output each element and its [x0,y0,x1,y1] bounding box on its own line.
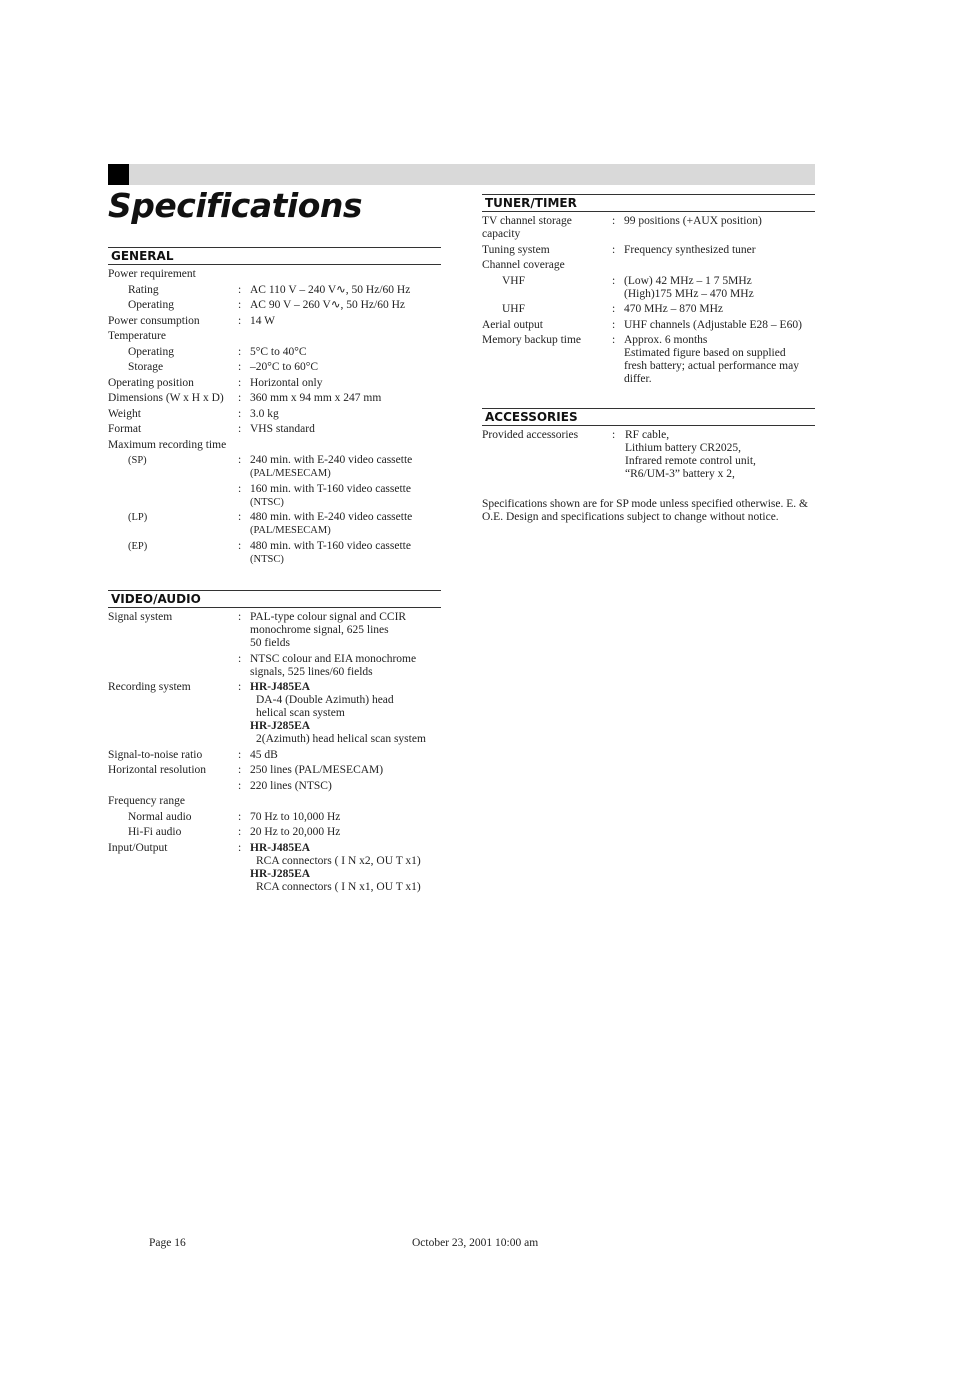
spec-value-line: 250 lines (PAL/MESECAM) [250,764,384,776]
spec-colon: : [612,334,616,346]
spec-colon: : [238,345,242,358]
spec-label: TV channel storage capacity [482,215,572,240]
spec-colon: : [238,376,242,389]
spec-value-line: 160 min. with T-160 video cassette [250,482,411,495]
spec-label: UHF [502,303,526,315]
spec-colon: : [612,274,616,287]
spec-row [482,303,815,319]
spec-label: Storage [128,361,164,373]
spec-label: Horizontal resolution [108,764,207,776]
spec-value-line: HR-J485EA [250,841,311,854]
spec-value-line: signals, 525 lines/60 fields [250,665,373,678]
spec-row [108,653,441,682]
spec-value [250,826,340,839]
spec-value-line: Frequency synthesized tuner [624,243,756,256]
spec-row [482,275,815,304]
spec-label: Provided accessories [482,429,579,441]
spec-colon: : [238,841,242,854]
spec-label: Channel coverage [482,259,565,271]
spec-value [250,392,381,405]
spec-value-line: HR-J285EA [250,867,311,880]
spec-value [625,429,756,481]
spec-row [482,244,815,260]
spec-value-line: 240 min. with E-240 video cassette [250,454,413,466]
spec-colon: : [238,748,242,761]
section-header-tuner-timer: TUNER/TIMER [482,194,815,212]
spec-value [624,334,799,386]
section-accessories [482,408,815,484]
spec-label: Frequency range [108,795,185,807]
spec-value-line: 480 min. with E-240 video cassette [250,511,413,523]
spec-value-line: 14 W [250,314,276,327]
spec-label: Temperature [108,330,166,342]
spec-row [108,540,441,569]
spec-label: Power requirement [108,268,196,280]
spec-value-line: RCA connectors ( I N x2, OU T x1) [256,854,421,867]
spec-row [108,511,441,540]
footer-timestamp: October 23, 2001 10:00 am [412,1237,539,1249]
spec-value [250,811,340,824]
spec-value [250,423,315,436]
spec-value-line: (High)175 MHz – 470 MHz [624,287,754,300]
spec-row [108,681,441,749]
spec-row [108,346,441,362]
spec-row [108,780,441,796]
page-title: Specifications [108,186,363,225]
spec-row [108,408,441,424]
spec-value-line: AC 110 V – 240 V∿, 50 Hz/60 Hz [250,283,411,296]
section-header-video-audio: VIDEO/AUDIO [108,590,441,608]
spec-value-line: 50 fields [250,637,290,649]
spec-value-line: helical scan system [256,707,345,719]
spec-value [250,540,411,566]
spec-value [624,303,723,316]
spec-value-line: RF cable, [625,429,670,441]
spec-colon: : [238,482,242,495]
spec-value-line: 3.0 kg [250,407,279,420]
spec-colon: : [238,423,242,435]
spec-colon: : [238,454,242,466]
spec-label: Dimensions (W x H x D) [108,392,224,404]
spec-colon: : [612,243,616,256]
spec-row [482,215,815,244]
spec-label: VHF [502,274,526,287]
spec-value-line: DA-4 (Double Azimuth) head [256,694,394,706]
spec-colon: : [612,215,616,227]
spec-value [250,284,410,297]
spec-value [250,842,421,894]
spec-label: Aerial output [482,318,543,331]
section-general [108,247,441,568]
spec-value [624,275,754,301]
spec-value-line: 360 mm x 94 mm x 247 mm [250,392,382,404]
spec-value-line: PAL-type colour signal and CCIR [250,611,407,623]
spec-label: Weight [108,407,141,420]
spec-value [250,764,383,777]
spec-value-line: (PAL/MESECAM) [250,525,331,536]
spec-label: (LP) [128,512,148,523]
spec-value-line: 470 MHz – 870 MHz [624,303,724,315]
spec-label: Recording system [108,681,191,693]
spec-value-line: 70 Hz to 10,000 Hz [250,810,341,823]
spec-row [108,377,441,393]
spec-value-line: (NTSC) [250,553,284,565]
spec-value-line: 220 lines (NTSC) [250,779,332,792]
spec-value-line: (Low) 42 MHz – 1 7 5MHz [624,274,752,287]
spec-colon: : [612,303,616,315]
spec-row [108,749,441,765]
spec-label: Rating [128,283,159,296]
spec-label: Operating [128,345,174,358]
spec-colon: : [238,652,242,665]
spec-row [108,268,441,284]
spec-value-line: monochrome signal, 625 lines [250,624,389,636]
spec-colon: : [612,318,616,331]
spec-value-line: Lithium battery CR2025, [625,442,741,454]
spec-row [108,330,441,346]
spec-label: (SP) [128,455,147,466]
spec-label: Signal system [108,611,173,623]
spec-colon: : [238,361,242,373]
spec-label: Maximum recording time [108,438,227,451]
spec-value-line: (NTSC) [250,496,284,508]
spec-colon: : [238,681,242,693]
spec-colon: : [238,779,242,792]
spec-value-line: –20°C to 60°C [250,361,318,373]
spec-value-line: “R6/UM-3” battery x 2, [625,468,735,480]
spec-value-line: Estimated figure based on supplied [624,347,786,359]
spec-colon: : [238,539,242,552]
spec-row [108,392,441,408]
spec-value-line: fresh battery; actual performance may [624,360,799,372]
spec-label: Format [108,423,142,435]
spec-value [250,346,306,359]
spec-colon: : [238,299,242,311]
spec-label: Normal audio [128,810,192,823]
spec-value-line: Infrared remote control unit, [625,455,756,467]
spec-row [108,611,441,653]
section-tuner-timer [482,194,815,389]
spec-value-line: Approx. 6 months [624,334,708,346]
spec-colon: : [612,429,616,441]
spec-label: (EP) [128,540,148,552]
spec-value-line: Horizontal only [250,376,323,389]
spec-value [250,454,412,480]
spec-value-line: NTSC colour and EIA monochrome [250,652,417,665]
spec-value-line: HR-J285EA [250,720,311,732]
spec-value-line: HR-J485EA [250,681,311,693]
spec-label: Tuning system [482,243,550,256]
spec-row [108,423,441,439]
spec-row [108,361,441,377]
spec-row [482,429,815,484]
spec-value [250,681,426,746]
header-black-square [108,164,129,185]
spec-value [250,377,323,390]
spec-row [108,764,441,780]
spec-value [250,299,405,312]
spec-note: Specifications shown are for SP mode unless specified otherwise. E. & O.E. Design and specifications subject to change without notice. [482,498,808,523]
spec-row [482,334,815,389]
spec-value [250,611,406,650]
spec-row [482,259,815,275]
spec-label: Power consumption [108,314,200,327]
spec-row [108,439,441,455]
spec-value-line: (PAL/MESECAM) [250,468,331,479]
section-header-general: GENERAL [108,247,441,265]
spec-value-line: AC 90 V – 260 V∿, 50 Hz/60 Hz [250,299,405,311]
spec-value [250,315,275,328]
spec-value [624,244,756,257]
spec-value-line: VHS standard [250,423,315,435]
spec-colon: : [238,407,242,420]
spec-colon: : [238,810,242,823]
spec-value [250,780,332,793]
spec-label: Signal-to-noise ratio [108,748,203,761]
spec-value [624,319,802,332]
spec-value-line: RCA connectors ( I N x1, OU T x1) [256,880,421,893]
spec-value-line: 20 Hz to 20,000 Hz [250,826,341,838]
spec-value [624,215,762,228]
spec-value-line: differ. [624,373,652,385]
spec-row [108,811,441,827]
spec-value-line: 99 positions (+AUX position) [624,215,762,227]
spec-label: Hi-Fi audio [128,826,182,838]
spec-colon: : [238,511,242,523]
spec-label: Input/Output [108,841,168,854]
section-video-audio [108,590,441,896]
spec-value [250,361,318,374]
spec-row [108,842,441,897]
spec-colon: : [238,826,242,838]
spec-row [108,483,441,512]
spec-row [108,826,441,842]
header-gray-band [129,164,815,185]
spec-colon: : [238,611,242,623]
spec-value [250,483,411,509]
spec-value-line: 480 min. with T-160 video cassette [250,539,411,552]
spec-row [108,795,441,811]
spec-colon: : [238,283,242,296]
spec-value-line: UHF channels (Adjustable E28 – E60) [624,318,802,331]
spec-row [482,319,815,335]
spec-label: Operating position [108,376,194,389]
spec-colon: : [238,314,242,327]
spec-value-line: 45 dB [250,748,278,761]
spec-value-line: 5°C to 40°C [250,345,307,358]
spec-value [250,408,279,421]
spec-row [108,299,441,315]
spec-value-line: 2(Azimuth) head helical scan system [256,733,426,745]
spec-row [108,315,441,331]
footer-page-number: Page 16 [149,1237,186,1249]
section-header-accessories: ACCESSORIES [482,408,815,426]
spec-colon: : [238,392,242,404]
spec-label: Memory backup time [482,334,582,346]
spec-label: Operating [128,299,174,311]
spec-row [108,284,441,300]
spec-value [250,511,412,537]
spec-label-cont: capacity [482,228,521,240]
spec-value [250,749,278,762]
spec-colon: : [238,764,242,776]
spec-value [250,653,416,679]
spec-row [108,454,441,483]
